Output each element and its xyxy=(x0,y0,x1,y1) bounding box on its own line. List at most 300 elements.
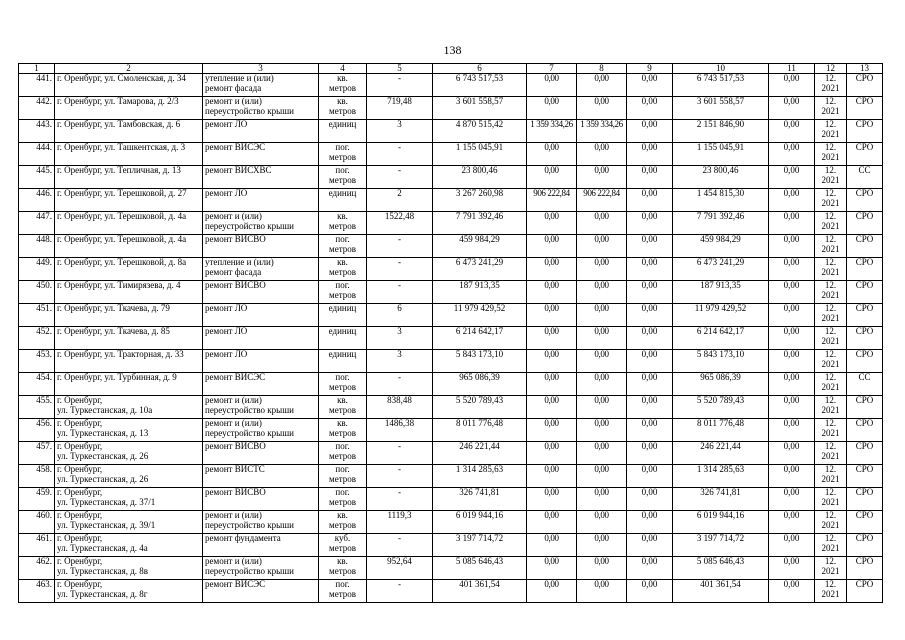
column-header: 1 xyxy=(19,64,55,74)
volume-cell: - xyxy=(367,534,433,557)
period-cell-line: 2021 xyxy=(821,266,840,277)
work-type-cell-line: ремонт и (или) xyxy=(205,395,262,405)
value-cell: 0,00 xyxy=(769,580,815,603)
period-cell-line: 12. xyxy=(824,326,837,336)
unit-cell-line: пог. xyxy=(335,234,350,244)
unit-cell-line: метров xyxy=(329,105,356,116)
value-cell: 3 601 558,57 xyxy=(673,97,769,120)
unit-cell-line: метров xyxy=(329,289,356,300)
value-cell: 0,00 xyxy=(627,419,673,442)
address-cell-line: г. Оренбург, xyxy=(57,441,103,451)
address-cell-line: г. Оренбург, ул. Турбинная, д. 9 xyxy=(57,372,177,382)
period-cell xyxy=(815,534,847,557)
method-cell: СРО xyxy=(847,212,883,235)
table-row xyxy=(19,74,883,97)
volume-cell: - xyxy=(367,258,433,281)
total-cost-cell: 3 601 558,57 xyxy=(433,97,527,120)
unit-cell-line: метров xyxy=(329,220,356,231)
address-cell-line: г. Оренбург, xyxy=(57,533,103,543)
column-header: 7 xyxy=(527,64,577,74)
value-cell: 0,00 xyxy=(769,212,815,235)
address-cell xyxy=(55,120,203,143)
method-cell: СРО xyxy=(847,580,883,603)
address-cell xyxy=(55,534,203,557)
total-cost-cell: 7 791 392,46 xyxy=(433,212,527,235)
total-cost-cell: 246 221,44 xyxy=(433,442,527,465)
value-cell: 0,00 xyxy=(769,442,815,465)
work-type-cell xyxy=(203,235,319,258)
value-cell: 459 984,29 xyxy=(673,235,769,258)
work-type-cell-line: переустройство крыши xyxy=(205,565,294,576)
address-cell-line: г. Оренбург, xyxy=(57,556,103,566)
value-cell: 0,00 xyxy=(577,74,627,97)
method-cell: СРО xyxy=(847,327,883,350)
volume-cell: - xyxy=(367,373,433,396)
value-cell: 0,00 xyxy=(527,327,577,350)
value-cell: 0,00 xyxy=(577,511,627,534)
value-cell: 0,00 xyxy=(527,580,577,603)
work-type-cell-line: ремонт и (или) xyxy=(205,418,262,428)
row-number-cell: 458. xyxy=(19,465,55,488)
value-cell: 0,00 xyxy=(577,373,627,396)
work-type-cell xyxy=(203,74,319,97)
period-cell-line: 2021 xyxy=(821,450,840,461)
period-cell xyxy=(815,465,847,488)
address-cell xyxy=(55,97,203,120)
row-number-cell: 453. xyxy=(19,350,55,373)
value-cell: 0,00 xyxy=(627,143,673,166)
value-cell: 0,00 xyxy=(577,235,627,258)
unit-cell xyxy=(319,465,367,488)
method-cell: СРО xyxy=(847,350,883,373)
table-row xyxy=(19,465,883,488)
unit-cell-line: метров xyxy=(329,404,356,415)
value-cell: 0,00 xyxy=(769,419,815,442)
value-cell: 906 222,84 xyxy=(577,189,627,212)
value-cell: 0,00 xyxy=(527,350,577,373)
volume-cell: 1486,38 xyxy=(367,419,433,442)
value-cell: 0,00 xyxy=(527,442,577,465)
period-cell-line: 2021 xyxy=(821,174,840,185)
unit-cell-line: пог. xyxy=(335,487,350,497)
work-type-cell xyxy=(203,212,319,235)
volume-cell: 719,48 xyxy=(367,97,433,120)
row-number-cell: 442. xyxy=(19,97,55,120)
column-number-row xyxy=(19,64,883,74)
work-type-cell xyxy=(203,488,319,511)
work-type-cell-line: ремонт ВИСВО xyxy=(205,487,266,497)
value-cell: 0,00 xyxy=(627,258,673,281)
work-type-cell xyxy=(203,189,319,212)
value-cell: 3 197 714,72 xyxy=(673,534,769,557)
column-header: 8 xyxy=(577,64,627,74)
period-cell-line: 12. xyxy=(824,142,837,152)
unit-cell-line: единиц xyxy=(328,303,357,313)
address-cell xyxy=(55,580,203,603)
total-cost-cell: 23 800,46 xyxy=(433,166,527,189)
period-cell xyxy=(815,189,847,212)
method-cell: СРО xyxy=(847,442,883,465)
row-number-cell: 447. xyxy=(19,212,55,235)
period-cell-line: 2021 xyxy=(821,220,840,231)
value-cell: 0,00 xyxy=(627,327,673,350)
value-cell: 6 214 642,17 xyxy=(673,327,769,350)
value-cell: 0,00 xyxy=(769,97,815,120)
period-cell-line: 12. xyxy=(824,533,837,543)
work-type-cell-line: переустройство крыши xyxy=(205,404,294,415)
period-cell-line: 12. xyxy=(824,211,837,221)
row-number-cell: 461. xyxy=(19,534,55,557)
total-cost-cell: 4 870 515,42 xyxy=(433,120,527,143)
unit-cell xyxy=(319,488,367,511)
address-cell-line: ул. Туркестанская, д. 10а xyxy=(57,404,153,415)
period-cell-line: 12. xyxy=(824,510,837,520)
table-row xyxy=(19,488,883,511)
unit-cell-line: единиц xyxy=(328,119,357,129)
method-cell: СРО xyxy=(847,396,883,419)
repair-program-table xyxy=(18,63,883,603)
address-cell-line: ул. Туркестанская, д. 8г xyxy=(57,588,148,599)
value-cell: 0,00 xyxy=(769,74,815,97)
total-cost-cell: 5 085 646,43 xyxy=(433,557,527,580)
value-cell: 0,00 xyxy=(769,327,815,350)
row-number-cell: 450. xyxy=(19,281,55,304)
unit-cell-line: единиц xyxy=(328,349,357,359)
unit-cell xyxy=(319,281,367,304)
value-cell: 0,00 xyxy=(627,189,673,212)
table-row xyxy=(19,235,883,258)
address-cell xyxy=(55,304,203,327)
value-cell: 0,00 xyxy=(577,258,627,281)
address-cell xyxy=(55,488,203,511)
value-cell: 0,00 xyxy=(769,166,815,189)
period-cell xyxy=(815,120,847,143)
total-cost-cell: 3 197 714,72 xyxy=(433,534,527,557)
period-cell xyxy=(815,327,847,350)
period-cell-line: 2021 xyxy=(821,542,840,553)
row-number-cell: 451. xyxy=(19,304,55,327)
unit-cell-line: метров xyxy=(329,266,356,277)
value-cell: 906 222,84 xyxy=(527,189,577,212)
value-cell: 0,00 xyxy=(627,212,673,235)
address-cell-line: ул. Туркестанская, д. 26 xyxy=(57,473,149,484)
period-cell xyxy=(815,281,847,304)
period-cell-line: 12. xyxy=(824,188,837,198)
value-cell: 0,00 xyxy=(577,350,627,373)
period-cell-line: 2021 xyxy=(821,404,840,415)
value-cell: 0,00 xyxy=(769,281,815,304)
table-row xyxy=(19,511,883,534)
unit-cell xyxy=(319,304,367,327)
unit-cell-line: пог. xyxy=(335,579,350,589)
work-type-cell-line: утепление и (или) xyxy=(205,257,274,267)
table-row xyxy=(19,97,883,120)
unit-cell xyxy=(319,327,367,350)
method-cell: СРО xyxy=(847,235,883,258)
address-cell-line: г. Оренбург, ул. Тимирязева, д. 4 xyxy=(57,280,181,290)
method-cell: СРО xyxy=(847,189,883,212)
work-type-cell-line: ремонт ВИСВО xyxy=(205,280,266,290)
value-cell: 0,00 xyxy=(527,74,577,97)
unit-cell-line: метров xyxy=(329,542,356,553)
value-cell: 0,00 xyxy=(769,189,815,212)
value-cell: 6 473 241,29 xyxy=(673,258,769,281)
address-cell xyxy=(55,350,203,373)
value-cell: 0,00 xyxy=(577,143,627,166)
value-cell: 0,00 xyxy=(769,235,815,258)
period-cell-line: 2021 xyxy=(821,335,840,346)
address-cell xyxy=(55,212,203,235)
table-row xyxy=(19,327,883,350)
address-cell-line: г. Оренбург, ул. Ткачева, д. 85 xyxy=(57,326,170,336)
column-header: 4 xyxy=(319,64,367,74)
table-row xyxy=(19,120,883,143)
total-cost-cell: 6 214 642,17 xyxy=(433,327,527,350)
work-type-cell-line: ремонт ЛО xyxy=(205,303,248,313)
table-row xyxy=(19,189,883,212)
period-cell xyxy=(815,373,847,396)
table-row xyxy=(19,281,883,304)
value-cell: 0,00 xyxy=(769,143,815,166)
work-type-cell xyxy=(203,166,319,189)
work-type-cell-line: ремонт ЛО xyxy=(205,326,248,336)
value-cell: 0,00 xyxy=(527,97,577,120)
column-header: 5 xyxy=(367,64,433,74)
value-cell: 0,00 xyxy=(769,120,815,143)
value-cell: 1 359 334,26 xyxy=(527,120,577,143)
value-cell: 0,00 xyxy=(627,465,673,488)
unit-cell-line: метров xyxy=(329,473,356,484)
address-cell xyxy=(55,419,203,442)
work-type-cell xyxy=(203,373,319,396)
value-cell: 0,00 xyxy=(627,511,673,534)
unit-cell xyxy=(319,580,367,603)
value-cell: 0,00 xyxy=(769,488,815,511)
unit-cell-line: метров xyxy=(329,496,356,507)
period-cell-line: 2021 xyxy=(821,151,840,162)
work-type-cell xyxy=(203,442,319,465)
table-row xyxy=(19,350,883,373)
period-cell-line: 12. xyxy=(824,395,837,405)
address-cell-line: г. Оренбург, ул. Терешковой, д. 4а xyxy=(57,211,187,221)
column-header: 12 xyxy=(815,64,847,74)
volume-cell: - xyxy=(367,442,433,465)
value-cell: 0,00 xyxy=(627,350,673,373)
unit-cell-line: метров xyxy=(329,151,356,162)
value-cell: 2 151 846,90 xyxy=(673,120,769,143)
work-type-cell-line: ремонт и (или) xyxy=(205,96,262,106)
value-cell: 0,00 xyxy=(627,373,673,396)
value-cell: 7 791 392,46 xyxy=(673,212,769,235)
method-cell: СС xyxy=(847,166,883,189)
period-cell-line: 2021 xyxy=(821,243,840,254)
method-cell: СРО xyxy=(847,488,883,511)
volume-cell: 3 xyxy=(367,327,433,350)
row-number-cell: 455. xyxy=(19,396,55,419)
volume-cell: 6 xyxy=(367,304,433,327)
table-row xyxy=(19,442,883,465)
value-cell: 0,00 xyxy=(527,557,577,580)
total-cost-cell: 1 155 045,91 xyxy=(433,143,527,166)
table-row xyxy=(19,557,883,580)
period-cell-line: 12. xyxy=(824,487,837,497)
table-row xyxy=(19,396,883,419)
value-cell: 0,00 xyxy=(769,350,815,373)
row-number-cell: 449. xyxy=(19,258,55,281)
total-cost-cell: 6 473 241,29 xyxy=(433,258,527,281)
method-cell: СРО xyxy=(847,304,883,327)
value-cell: 326 741,81 xyxy=(673,488,769,511)
value-cell: 965 086,39 xyxy=(673,373,769,396)
work-type-cell-line: переустройство крыши xyxy=(205,427,294,438)
address-cell-line: г. Оренбург, ул. Ташкентская, д. 3 xyxy=(57,142,186,152)
value-cell: 1 155 045,91 xyxy=(673,143,769,166)
work-type-cell-line: ремонт фасада xyxy=(205,82,262,93)
unit-cell xyxy=(319,557,367,580)
unit-cell-line: пог. xyxy=(335,441,350,451)
row-number-cell: 444. xyxy=(19,143,55,166)
value-cell: 0,00 xyxy=(627,281,673,304)
value-cell: 0,00 xyxy=(577,212,627,235)
value-cell: 187 913,35 xyxy=(673,281,769,304)
unit-cell-line: пог. xyxy=(335,165,350,175)
method-cell: СРО xyxy=(847,511,883,534)
work-type-cell xyxy=(203,534,319,557)
work-type-cell-line: ремонт и (или) xyxy=(205,556,262,566)
value-cell: 6 743 517,53 xyxy=(673,74,769,97)
row-number-cell: 445. xyxy=(19,166,55,189)
period-cell xyxy=(815,235,847,258)
volume-cell: - xyxy=(367,235,433,258)
unit-cell-line: кв. xyxy=(337,211,348,221)
column-header: 3 xyxy=(203,64,319,74)
period-cell-line: 12. xyxy=(824,464,837,474)
value-cell: 0,00 xyxy=(769,465,815,488)
address-cell-line: г. Оренбург, ул. Тамарова, д. 2/3 xyxy=(57,96,179,106)
period-cell-line: 12. xyxy=(824,303,837,313)
unit-cell xyxy=(319,396,367,419)
value-cell: 1 314 285,63 xyxy=(673,465,769,488)
work-type-cell-line: ремонт и (или) xyxy=(205,510,262,520)
work-type-cell-line: утепление и (или) xyxy=(205,73,274,83)
value-cell: 0,00 xyxy=(627,396,673,419)
work-type-cell-line: ремонт ЛО xyxy=(205,188,248,198)
table-row xyxy=(19,304,883,327)
volume-cell: - xyxy=(367,465,433,488)
work-type-cell-line: ремонт ВИСТС xyxy=(205,464,265,474)
value-cell: 0,00 xyxy=(577,396,627,419)
work-type-cell-line: ремонт ВИСЭС xyxy=(205,142,266,152)
address-cell-line: г. Оренбург, ул. Тепличная, д. 13 xyxy=(57,165,181,175)
work-type-cell xyxy=(203,396,319,419)
row-number-cell: 448. xyxy=(19,235,55,258)
address-cell-line: г. Оренбург, xyxy=(57,395,103,405)
value-cell: 23 800,46 xyxy=(673,166,769,189)
value-cell: 0,00 xyxy=(527,373,577,396)
value-cell: 5 085 646,43 xyxy=(673,557,769,580)
unit-cell-line: кв. xyxy=(337,556,348,566)
address-cell-line: г. Оренбург, xyxy=(57,464,103,474)
value-cell: 0,00 xyxy=(627,557,673,580)
period-cell-line: 12. xyxy=(824,119,837,129)
column-header: 10 xyxy=(673,64,769,74)
period-cell xyxy=(815,304,847,327)
total-cost-cell: 6 019 944,16 xyxy=(433,511,527,534)
method-cell: СС xyxy=(847,373,883,396)
method-cell: СРО xyxy=(847,97,883,120)
period-cell-line: 2021 xyxy=(821,496,840,507)
address-cell-line: г. Оренбург, ул. Терешковой, д. 27 xyxy=(57,188,187,198)
period-cell-line: 2021 xyxy=(821,82,840,93)
volume-cell: 3 xyxy=(367,350,433,373)
unit-cell-line: метров xyxy=(329,450,356,461)
work-type-cell xyxy=(203,557,319,580)
address-cell xyxy=(55,258,203,281)
address-cell-line: г. Оренбург, ул. Тракторная, д. 33 xyxy=(57,349,184,359)
value-cell: 0,00 xyxy=(769,511,815,534)
volume-cell: 1119,3 xyxy=(367,511,433,534)
work-type-cell-line: ремонт фундамента xyxy=(205,533,281,543)
method-cell: СРО xyxy=(847,465,883,488)
address-cell-line: г. Оренбург, xyxy=(57,418,103,428)
work-type-cell-line: ремонт ЛО xyxy=(205,119,248,129)
volume-cell: 3 xyxy=(367,120,433,143)
total-cost-cell: 11 979 429,52 xyxy=(433,304,527,327)
address-cell-line: ул. Туркестанская, д. 37/1 xyxy=(57,496,156,507)
volume-cell: - xyxy=(367,143,433,166)
total-cost-cell: 5 843 173,10 xyxy=(433,350,527,373)
value-cell: 0,00 xyxy=(577,419,627,442)
row-number-cell: 460. xyxy=(19,511,55,534)
volume-cell: 952,64 xyxy=(367,557,433,580)
unit-cell-line: метров xyxy=(329,82,356,93)
period-cell xyxy=(815,143,847,166)
work-type-cell xyxy=(203,350,319,373)
period-cell xyxy=(815,488,847,511)
unit-cell-line: метров xyxy=(329,565,356,576)
volume-cell: 1522,48 xyxy=(367,212,433,235)
unit-cell-line: кв. xyxy=(337,96,348,106)
row-number-cell: 463. xyxy=(19,580,55,603)
value-cell: 0,00 xyxy=(527,488,577,511)
period-cell-line: 12. xyxy=(824,372,837,382)
volume-cell: 838,48 xyxy=(367,396,433,419)
unit-cell xyxy=(319,419,367,442)
value-cell: 246 221,44 xyxy=(673,442,769,465)
address-cell xyxy=(55,465,203,488)
period-cell xyxy=(815,396,847,419)
work-type-cell-line: переустройство крыши xyxy=(205,220,294,231)
value-cell: 0,00 xyxy=(527,465,577,488)
period-cell xyxy=(815,580,847,603)
address-cell-line: г. Оренбург, xyxy=(57,510,103,520)
unit-cell-line: кв. xyxy=(337,73,348,83)
unit-cell-line: метров xyxy=(329,381,356,392)
value-cell: 0,00 xyxy=(527,396,577,419)
period-cell-line: 2021 xyxy=(821,427,840,438)
value-cell: 0,00 xyxy=(577,557,627,580)
unit-cell xyxy=(319,120,367,143)
unit-cell xyxy=(319,258,367,281)
table-row xyxy=(19,258,883,281)
value-cell: 0,00 xyxy=(627,304,673,327)
unit-cell xyxy=(319,189,367,212)
volume-cell: - xyxy=(367,74,433,97)
unit-cell-line: куб. xyxy=(334,533,351,543)
column-header: 13 xyxy=(847,64,883,74)
work-type-cell xyxy=(203,143,319,166)
value-cell: 0,00 xyxy=(577,327,627,350)
